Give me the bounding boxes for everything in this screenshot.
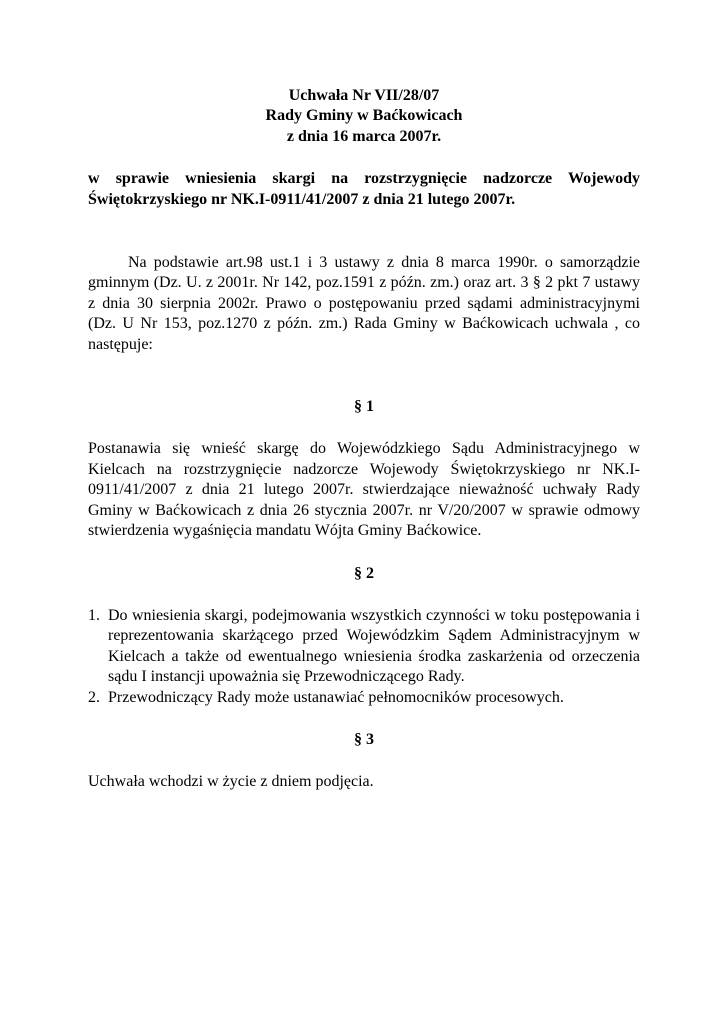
resolution-date: z dnia 16 marca 2007r. [286, 127, 442, 145]
resolution-number: Uchwała Nr VII/28/07 [288, 87, 440, 104]
resolution-title [88, 86, 640, 147]
list-item [88, 688, 640, 708]
list-item-number: 2. [88, 688, 100, 706]
section-2-heading: § 2 [354, 564, 374, 582]
list-item [88, 606, 640, 688]
section-3-text: Uchwała wchodzi w życie z dniem podjęcia. [88, 773, 374, 791]
council-name: Rady Gminy w Baćkowicach [265, 107, 463, 125]
list-item-text: Przewodniczący Rady może ustanawiać pełnomocników procesowych. [108, 688, 564, 706]
legal-basis-paragraph: Na podstawie art.98 ust.1 i 3 ustawy z dnia 8 marca 1990r. o samorządzie gminnym (Dz. U. z 2001r. Nr 142, poz.1591 z późn. zm.) oraz art. 3 § 2 pkt 7 ustawy z dnia 30 sierpnia 2002r. Prawo o postępowaniu przed sądami administracyjnymi (Dz. U Nr 153, poz.1270 z późn. zm.) Rada Gminy w Baćkowicach uchwala , co następuje: [88, 254, 640, 353]
list-item-number: 1. [88, 606, 100, 624]
resolution-subject: w sprawie wniesienia skargi na rozstrzygnięcie nadzorcze Wojewody Świętokrzyskiego nr NK.I-0911/41/2007 z dnia 21 lutego 2007r. [88, 170, 640, 208]
document-page [88, 86, 640, 793]
section-3-heading: § 3 [354, 730, 374, 748]
list-item-text: Do wniesienia skargi, podejmowania wszystkich czynności w toku postępowania i reprezentowania skarżącego przed Wojewódzkim Sądem Administracyjnym w Kielcach a także od ewentualnego wniesienia środka zaskarżenia od orzeczenia sądu I instancji upoważnia się Przewodniczącego Rady. [108, 606, 640, 686]
section-1-heading: § 1 [354, 398, 374, 416]
section-2-list [88, 606, 640, 708]
section-1-text: Postanawia się wnieść skargę do Wojewódzkiego Sądu Administracyjnego w Kielcach na rozstrzygnięcie nadzorcze Wojewody Świętokrzyskiego nr NK.I-0911/41/2007 z dnia 21 lutego 2007r. stwierdzające nieważność uchwały Rady Gminy w Baćkowicach z dnia 26 stycznia 2007r. nr V/20/2007 w sprawie odmowy stwierdzenia wygaśnięcia mandatu Wójta Gminy Baćkowice. [88, 440, 640, 540]
